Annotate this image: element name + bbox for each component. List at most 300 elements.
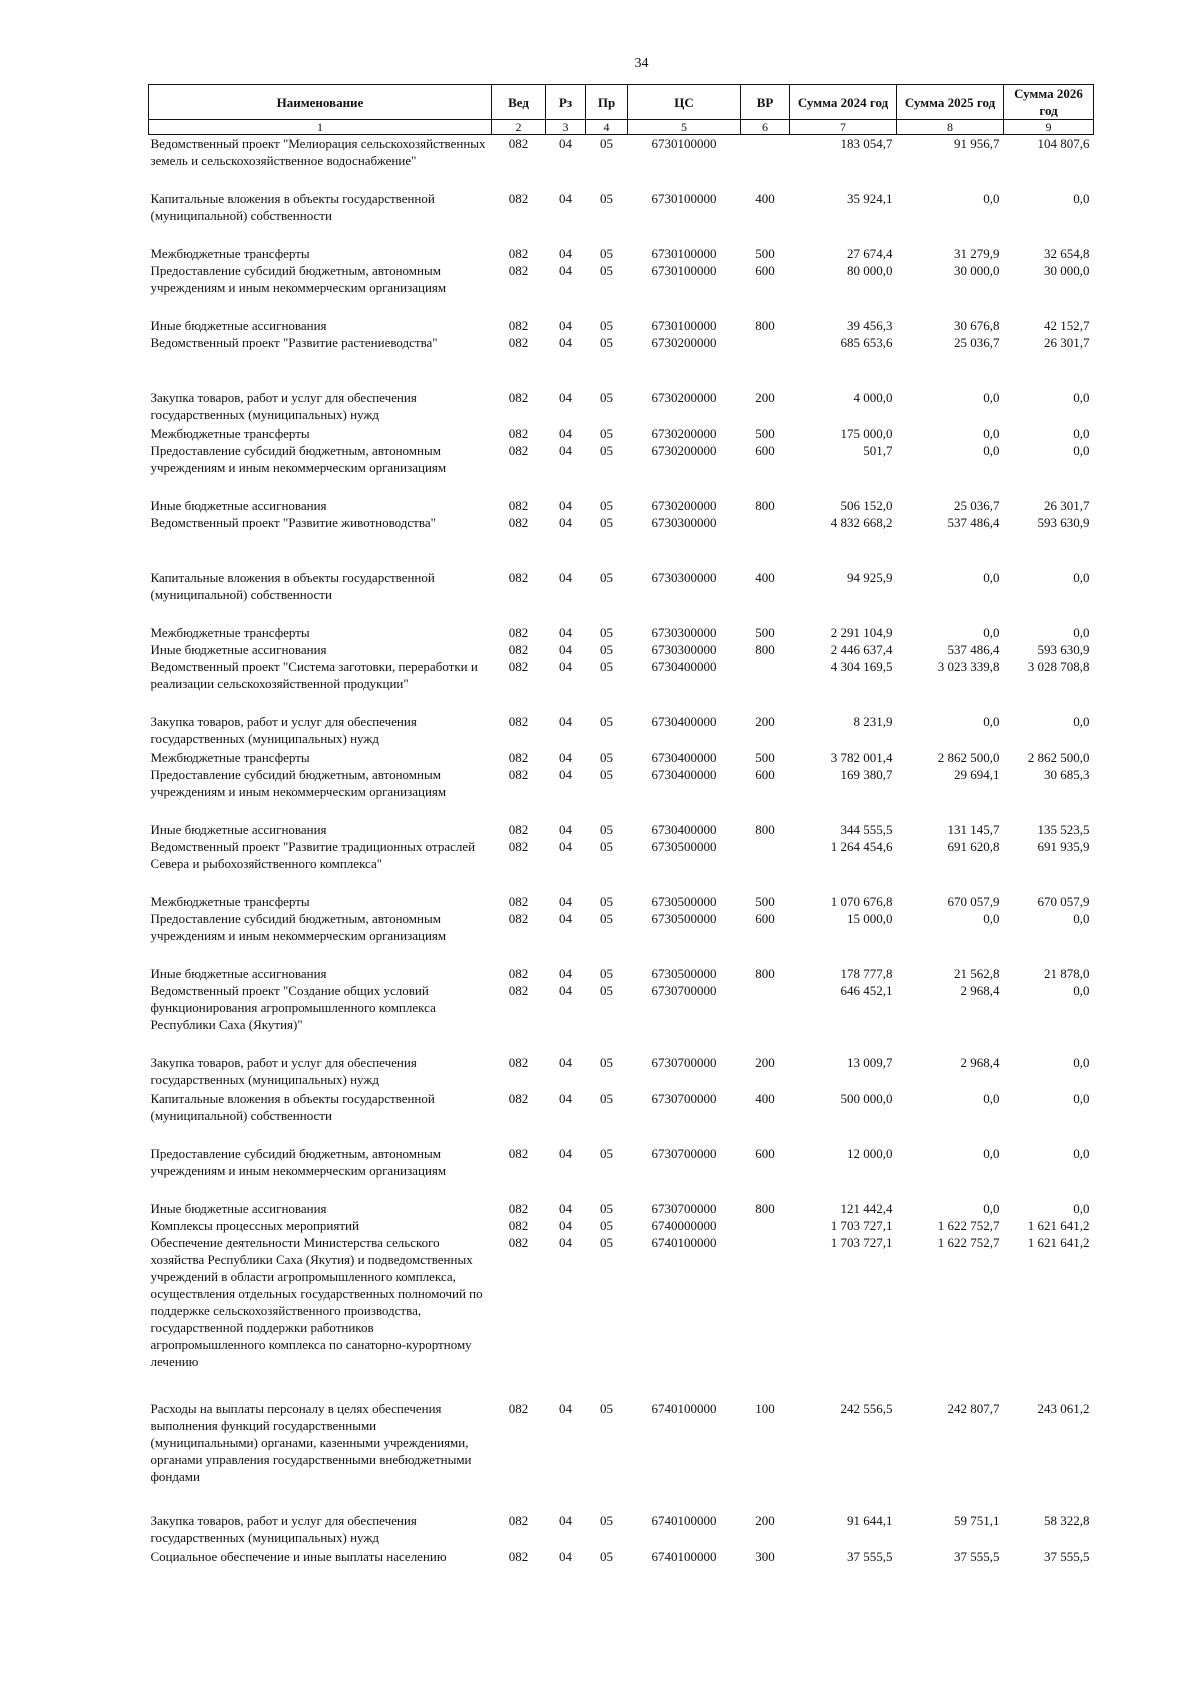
cell-vr (741, 658, 790, 713)
cell-cs: 6730300000 (651, 515, 717, 530)
cell-sum-2025: 3 023 339,8 (937, 659, 1000, 674)
cell-sum-2024: 4 000,0 (853, 390, 893, 405)
cell-name: Капитальные вложения в объекты государственной (муниципальной) собственности (150, 570, 435, 602)
cell-sum-2025: 91 956,7 (954, 136, 1000, 151)
cell-cs: 6740100000 (651, 1513, 717, 1528)
table-row (149, 713, 1094, 749)
column-number: 8 (897, 120, 1004, 135)
cell-sum-2024: 1 703 727,1 (830, 1218, 893, 1233)
cell-pr: 05 (600, 983, 613, 998)
cell-vr: 200 (755, 714, 775, 729)
cell-vr: 200 (755, 390, 775, 405)
cell-sum-2025: 59 751,1 (954, 1513, 1000, 1528)
cell-rz: 04 (559, 822, 572, 837)
cell-name: Межбюджетные трансферты (150, 246, 310, 261)
cell-name: Капитальные вложения в объекты государственной (муниципальной) собственности (150, 1091, 435, 1123)
cell-sum-2026: 1 621 641,2 (1027, 1235, 1090, 1250)
cell-rz: 04 (559, 1055, 572, 1070)
cell-cs: 6730700000 (651, 1091, 717, 1106)
cell-name: Предоставление субсидий бюджетным, автономным учреждениям и иным некоммерческим организациям (150, 263, 447, 295)
cell-sum-2026: 2 862 500,0 (1027, 750, 1090, 765)
header-pr: Пр (586, 85, 628, 120)
cell-ved: 082 (508, 911, 529, 926)
cell-rz: 04 (559, 335, 572, 350)
cell-cs: 6730100000 (651, 263, 717, 278)
table-row (149, 821, 1094, 838)
table-row (149, 497, 1094, 514)
cell-name: Предоставление субсидий бюджетным, автономным учреждениям и иным некоммерческим организациям (150, 1146, 447, 1178)
cell-ved: 082 (508, 839, 529, 854)
cell-cs: 6730400000 (651, 659, 717, 674)
cell-sum-2025: 131 145,7 (947, 822, 1000, 837)
page-number: 34 (634, 56, 649, 71)
cell-sum-2026: 26 301,7 (1044, 335, 1090, 350)
cell-name: Межбюджетные трансферты (150, 625, 310, 640)
table-row (149, 334, 1094, 389)
cell-cs: 6730500000 (651, 911, 717, 926)
cell-ved: 082 (508, 822, 529, 837)
cell-pr: 05 (600, 966, 613, 981)
table-row (149, 442, 1094, 497)
cell-sum-2025: 2 968,4 (960, 983, 1000, 998)
cell-ved: 082 (508, 570, 529, 585)
cell-rz: 04 (559, 263, 572, 278)
cell-sum-2025: 25 036,7 (954, 335, 1000, 350)
cell-pr: 05 (600, 191, 613, 206)
table-row (149, 190, 1094, 245)
cell-cs: 6730700000 (651, 983, 717, 998)
cell-sum-2026: 0,0 (1073, 191, 1090, 206)
cell-vr: 500 (755, 894, 775, 909)
cell-ved: 082 (508, 426, 529, 441)
cell-name: Межбюджетные трансферты (150, 426, 310, 441)
cell-pr: 05 (600, 1091, 613, 1106)
cell-sum-2025: 0,0 (983, 570, 1000, 585)
cell-pr: 05 (600, 1235, 613, 1250)
cell-rz: 04 (559, 498, 572, 513)
cell-pr: 05 (600, 426, 613, 441)
table-row (149, 1217, 1094, 1234)
cell-sum-2024: 1 070 676,8 (830, 894, 893, 909)
cell-name: Капитальные вложения в объекты государственной (муниципальной) собственности (150, 191, 435, 223)
cell-sum-2026: 26 301,7 (1044, 498, 1090, 513)
cell-ved: 082 (508, 318, 529, 333)
header-name: Наименование (149, 85, 492, 120)
cell-ved: 082 (508, 1201, 529, 1216)
cell-ved: 082 (508, 1055, 529, 1070)
cell-sum-2026: 104 807,6 (1037, 136, 1090, 151)
cell-sum-2025: 0,0 (983, 191, 1000, 206)
cell-sum-2025: 30 000,0 (954, 263, 1000, 278)
cell-rz: 04 (559, 1091, 572, 1106)
cell-sum-2024: 80 000,0 (847, 263, 893, 278)
cell-sum-2026: 0,0 (1073, 983, 1090, 998)
cell-rz: 04 (559, 750, 572, 765)
cell-sum-2025: 0,0 (983, 443, 1000, 458)
cell-sum-2026: 0,0 (1073, 1091, 1090, 1106)
cell-sum-2025: 29 694,1 (954, 767, 1000, 782)
table-row (149, 425, 1094, 442)
header-vr: ВР (741, 85, 790, 120)
cell-vr: 400 (755, 1091, 775, 1106)
table-row (149, 389, 1094, 425)
cell-sum-2025: 21 562,8 (954, 966, 1000, 981)
cell-name: Иные бюджетные ассигнования (150, 822, 327, 837)
cell-sum-2024: 685 653,6 (840, 335, 893, 350)
cell-sum-2024: 1 703 727,1 (830, 1235, 893, 1250)
cell-cs: 6730500000 (651, 894, 717, 909)
cell-cs: 6730300000 (651, 625, 717, 640)
cell-rz: 04 (559, 1235, 572, 1250)
cell-rz: 04 (559, 659, 572, 674)
cell-sum-2024: 3 782 001,4 (830, 750, 893, 765)
header-rz: Рз (546, 85, 586, 120)
cell-cs: 6730100000 (651, 136, 717, 151)
cell-sum-2024: 178 777,8 (840, 966, 893, 981)
cell-rz: 04 (559, 839, 572, 854)
cell-vr: 200 (755, 1513, 775, 1528)
cell-ved: 082 (508, 767, 529, 782)
cell-pr: 05 (600, 822, 613, 837)
cell-sum-2025: 2 968,4 (960, 1055, 1000, 1070)
cell-pr: 05 (600, 714, 613, 729)
cell-name: Ведомственный проект "Развитие растениеводства" (150, 335, 438, 350)
cell-ved: 082 (508, 750, 529, 765)
table-row (149, 262, 1094, 317)
cell-ved: 082 (508, 642, 529, 657)
cell-rz: 04 (559, 625, 572, 640)
cell-name: Предоставление субсидий бюджетным, автономным учреждениям и иным некоммерческим организациям (150, 443, 447, 475)
cell-sum-2024: 501,7 (863, 443, 893, 458)
table-header-row (149, 85, 1094, 120)
cell-sum-2024: 4 304 169,5 (830, 659, 893, 674)
cell-ved: 082 (508, 1549, 529, 1564)
cell-vr: 800 (755, 1201, 775, 1216)
table-row (149, 1054, 1094, 1090)
cell-ved: 082 (508, 1235, 529, 1250)
cell-sum-2026: 58 322,8 (1044, 1513, 1090, 1528)
cell-sum-2024: 12 000,0 (847, 1146, 893, 1161)
cell-sum-2024: 2 446 637,4 (830, 642, 893, 657)
cell-rz: 04 (559, 894, 572, 909)
column-number: 3 (546, 120, 586, 135)
cell-pr: 05 (600, 1218, 613, 1233)
cell-sum-2026: 0,0 (1073, 911, 1090, 926)
cell-vr (741, 514, 790, 569)
cell-sum-2026: 593 630,9 (1037, 642, 1090, 657)
table-row (149, 1400, 1094, 1512)
cell-cs: 6740100000 (651, 1235, 717, 1250)
cell-sum-2025: 0,0 (983, 390, 1000, 405)
table-row (149, 766, 1094, 821)
cell-pr: 05 (600, 1201, 613, 1216)
cell-sum-2025: 1 622 752,7 (937, 1218, 1000, 1233)
cell-cs: 6740000000 (651, 1218, 717, 1233)
cell-sum-2026: 30 000,0 (1044, 263, 1090, 278)
cell-name: Предоставление субсидий бюджетным, автономным учреждениям и иным некоммерческим организациям (150, 911, 447, 943)
cell-sum-2025: 0,0 (983, 1146, 1000, 1161)
cell-sum-2025: 2 862 500,0 (937, 750, 1000, 765)
cell-pr: 05 (600, 136, 613, 151)
cell-pr: 05 (600, 767, 613, 782)
cell-cs: 6730400000 (651, 714, 717, 729)
cell-name: Расходы на выплаты персоналу в целях обеспечения выполнения функций государственными (муниципальными) органами, казенными учреждениями, органами управления государственными внебюджетными фондами (150, 1401, 472, 1484)
cell-sum-2024: 91 644,1 (847, 1513, 893, 1528)
cell-sum-2026: 0,0 (1073, 570, 1090, 585)
cell-ved: 082 (508, 1091, 529, 1106)
cell-pr: 05 (600, 1549, 613, 1564)
cell-sum-2024: 13 009,7 (847, 1055, 893, 1070)
cell-cs: 6730200000 (651, 335, 717, 350)
cell-sum-2025: 670 057,9 (947, 894, 1000, 909)
cell-sum-2026: 691 935,9 (1037, 839, 1090, 854)
table-row (149, 1512, 1094, 1548)
cell-name: Закупка товаров, работ и услуг для обеспечения государственных (муниципальных) нужд (150, 1055, 417, 1087)
cell-sum-2025: 537 486,4 (947, 642, 1000, 657)
cell-sum-2025: 37 555,5 (954, 1549, 1000, 1564)
cell-ved: 082 (508, 335, 529, 350)
cell-sum-2026: 0,0 (1073, 426, 1090, 441)
table-row (149, 1234, 1094, 1400)
cell-sum-2026: 243 061,2 (1037, 1401, 1090, 1416)
cell-ved: 082 (508, 136, 529, 151)
cell-rz: 04 (559, 767, 572, 782)
cell-vr: 200 (755, 1055, 775, 1070)
cell-pr: 05 (600, 911, 613, 926)
cell-vr: 600 (755, 263, 775, 278)
cell-vr: 400 (755, 191, 775, 206)
cell-cs: 6730100000 (651, 191, 717, 206)
cell-sum-2026: 135 523,5 (1037, 822, 1090, 837)
cell-ved: 082 (508, 191, 529, 206)
cell-vr: 400 (755, 570, 775, 585)
cell-sum-2026: 37 555,5 (1044, 1549, 1090, 1564)
table-row (149, 317, 1094, 334)
cell-sum-2024: 344 555,5 (840, 822, 893, 837)
cell-vr: 300 (755, 1549, 775, 1564)
cell-name: Ведомственный проект "Создание общих условий функционирования агропромышленного комплекса Республики Саха (Якутия)" (150, 983, 436, 1032)
cell-sum-2025: 0,0 (983, 625, 1000, 640)
cell-ved: 082 (508, 966, 529, 981)
cell-cs: 6730700000 (651, 1055, 717, 1070)
table-row (149, 245, 1094, 262)
cell-sum-2026: 0,0 (1073, 1201, 1090, 1216)
cell-name: Социальное обеспечение и иные выплаты населению (150, 1549, 447, 1564)
cell-vr: 800 (755, 498, 775, 513)
cell-rz: 04 (559, 983, 572, 998)
cell-pr: 05 (600, 515, 613, 530)
cell-vr: 500 (755, 625, 775, 640)
table-row (149, 838, 1094, 893)
cell-name: Закупка товаров, работ и услуг для обеспечения государственных (муниципальных) нужд (150, 390, 417, 422)
cell-sum-2025: 242 807,7 (947, 1401, 1000, 1416)
cell-pr: 05 (600, 570, 613, 585)
cell-cs: 6730200000 (651, 390, 717, 405)
cell-sum-2024: 646 452,1 (840, 983, 893, 998)
cell-sum-2025: 1 622 752,7 (937, 1235, 1000, 1250)
cell-ved: 082 (508, 1513, 529, 1528)
cell-sum-2024: 39 456,3 (847, 318, 893, 333)
cell-pr: 05 (600, 335, 613, 350)
cell-rz: 04 (559, 714, 572, 729)
cell-sum-2025: 0,0 (983, 714, 1000, 729)
cell-cs: 6730200000 (651, 426, 717, 441)
cell-sum-2026: 593 630,9 (1037, 515, 1090, 530)
column-number: 2 (492, 120, 546, 135)
header-sum-2025: Сумма 2025 год (897, 85, 1004, 120)
cell-vr (741, 838, 790, 893)
cell-rz: 04 (559, 1201, 572, 1216)
cell-sum-2025: 0,0 (983, 911, 1000, 926)
cell-vr: 800 (755, 318, 775, 333)
cell-vr (741, 135, 790, 191)
cell-cs: 6740100000 (651, 1401, 717, 1416)
cell-sum-2024: 2 291 104,9 (830, 625, 893, 640)
header-sum-2024: Сумма 2024 год (790, 85, 897, 120)
table-row (149, 1548, 1094, 1565)
cell-vr: 500 (755, 426, 775, 441)
cell-sum-2026: 42 152,7 (1044, 318, 1090, 333)
cell-vr (741, 334, 790, 389)
cell-sum-2026: 30 685,3 (1044, 767, 1090, 782)
cell-sum-2024: 500 000,0 (840, 1091, 893, 1106)
cell-cs: 6730100000 (651, 246, 717, 261)
cell-ved: 082 (508, 515, 529, 530)
cell-ved: 082 (508, 443, 529, 458)
cell-sum-2026: 32 654,8 (1044, 246, 1090, 261)
column-number: 5 (628, 120, 741, 135)
cell-sum-2024: 37 555,5 (847, 1549, 893, 1564)
cell-ved: 082 (508, 1401, 529, 1416)
cell-vr (741, 1234, 790, 1400)
table-row (149, 1145, 1094, 1200)
cell-rz: 04 (559, 390, 572, 405)
cell-pr: 05 (600, 263, 613, 278)
cell-rz: 04 (559, 318, 572, 333)
cell-vr: 500 (755, 750, 775, 765)
cell-sum-2026: 1 621 641,2 (1027, 1218, 1090, 1233)
cell-name: Межбюджетные трансферты (150, 894, 310, 909)
cell-sum-2024: 506 152,0 (840, 498, 893, 513)
cell-ved: 082 (508, 263, 529, 278)
cell-sum-2024: 15 000,0 (847, 911, 893, 926)
cell-cs: 6730100000 (651, 318, 717, 333)
cell-sum-2024: 169 380,7 (840, 767, 893, 782)
column-number: 7 (790, 120, 897, 135)
cell-rz: 04 (559, 1401, 572, 1416)
cell-pr: 05 (600, 894, 613, 909)
cell-name: Иные бюджетные ассигнования (150, 642, 327, 657)
cell-ved: 082 (508, 983, 529, 998)
column-number: 6 (741, 120, 790, 135)
cell-vr: 600 (755, 443, 775, 458)
cell-name: Иные бюджетные ассигнования (150, 498, 327, 513)
cell-vr: 600 (755, 911, 775, 926)
cell-sum-2024: 4 832 668,2 (830, 515, 893, 530)
cell-vr: 800 (755, 822, 775, 837)
cell-sum-2026: 0,0 (1073, 390, 1090, 405)
cell-name: Ведомственный проект "Развитие животноводства" (150, 515, 436, 530)
cell-rz: 04 (559, 911, 572, 926)
table-row (149, 1090, 1094, 1145)
cell-sum-2024: 183 054,7 (840, 136, 893, 151)
cell-sum-2024: 175 000,0 (840, 426, 893, 441)
cell-cs: 6730400000 (651, 750, 717, 765)
cell-sum-2026: 670 057,9 (1037, 894, 1090, 909)
cell-sum-2025: 537 486,4 (947, 515, 1000, 530)
cell-rz: 04 (559, 136, 572, 151)
cell-ved: 082 (508, 498, 529, 513)
cell-sum-2026: 0,0 (1073, 714, 1090, 729)
cell-sum-2025: 691 620,8 (947, 839, 1000, 854)
cell-name: Предоставление субсидий бюджетным, автономным учреждениям и иным некоммерческим организациям (150, 767, 447, 799)
cell-rz: 04 (559, 1146, 572, 1161)
cell-ved: 082 (508, 390, 529, 405)
cell-vr: 600 (755, 1146, 775, 1161)
column-number: 9 (1004, 120, 1094, 135)
cell-sum-2026: 0,0 (1073, 1055, 1090, 1070)
header-sum-2026: Сумма 2026 год (1004, 85, 1094, 120)
cell-vr: 500 (755, 246, 775, 261)
table-row (149, 749, 1094, 766)
cell-sum-2025: 30 676,8 (954, 318, 1000, 333)
cell-ved: 082 (508, 625, 529, 640)
column-number: 1 (149, 120, 492, 135)
cell-sum-2025: 0,0 (983, 1201, 1000, 1216)
cell-sum-2025: 25 036,7 (954, 498, 1000, 513)
cell-pr: 05 (600, 659, 613, 674)
header-ved: Вед (492, 85, 546, 120)
cell-cs: 6730500000 (651, 839, 717, 854)
cell-cs: 6730400000 (651, 767, 717, 782)
cell-pr: 05 (600, 498, 613, 513)
cell-rz: 04 (559, 1549, 572, 1564)
cell-pr: 05 (600, 625, 613, 640)
cell-sum-2025: 0,0 (983, 1091, 1000, 1106)
cell-rz: 04 (559, 966, 572, 981)
cell-vr: 800 (755, 966, 775, 981)
cell-sum-2024: 8 231,9 (853, 714, 893, 729)
column-number: 4 (586, 120, 628, 135)
cell-sum-2026: 21 878,0 (1044, 966, 1090, 981)
cell-name: Закупка товаров, работ и услуг для обеспечения государственных (муниципальных) нужд (150, 714, 417, 746)
cell-sum-2024: 27 674,4 (847, 246, 893, 261)
table-row (149, 135, 1094, 191)
table-row (149, 965, 1094, 982)
cell-cs: 6730700000 (651, 1146, 717, 1161)
cell-pr: 05 (600, 1513, 613, 1528)
table-row (149, 624, 1094, 641)
cell-pr: 05 (600, 390, 613, 405)
cell-rz: 04 (559, 1513, 572, 1528)
cell-rz: 04 (559, 426, 572, 441)
table-row (149, 514, 1094, 569)
cell-ved: 082 (508, 714, 529, 729)
cell-vr: 600 (755, 767, 775, 782)
cell-pr: 05 (600, 1401, 613, 1416)
cell-vr (741, 982, 790, 1054)
cell-pr: 05 (600, 1146, 613, 1161)
cell-ved: 082 (508, 246, 529, 261)
cell-vr: 800 (755, 642, 775, 657)
cell-name: Иные бюджетные ассигнования (150, 966, 327, 981)
cell-rz: 04 (559, 570, 572, 585)
cell-sum-2024: 242 556,5 (840, 1401, 893, 1416)
cell-rz: 04 (559, 515, 572, 530)
table-row (149, 1200, 1094, 1217)
cell-rz: 04 (559, 1218, 572, 1233)
cell-pr: 05 (600, 318, 613, 333)
